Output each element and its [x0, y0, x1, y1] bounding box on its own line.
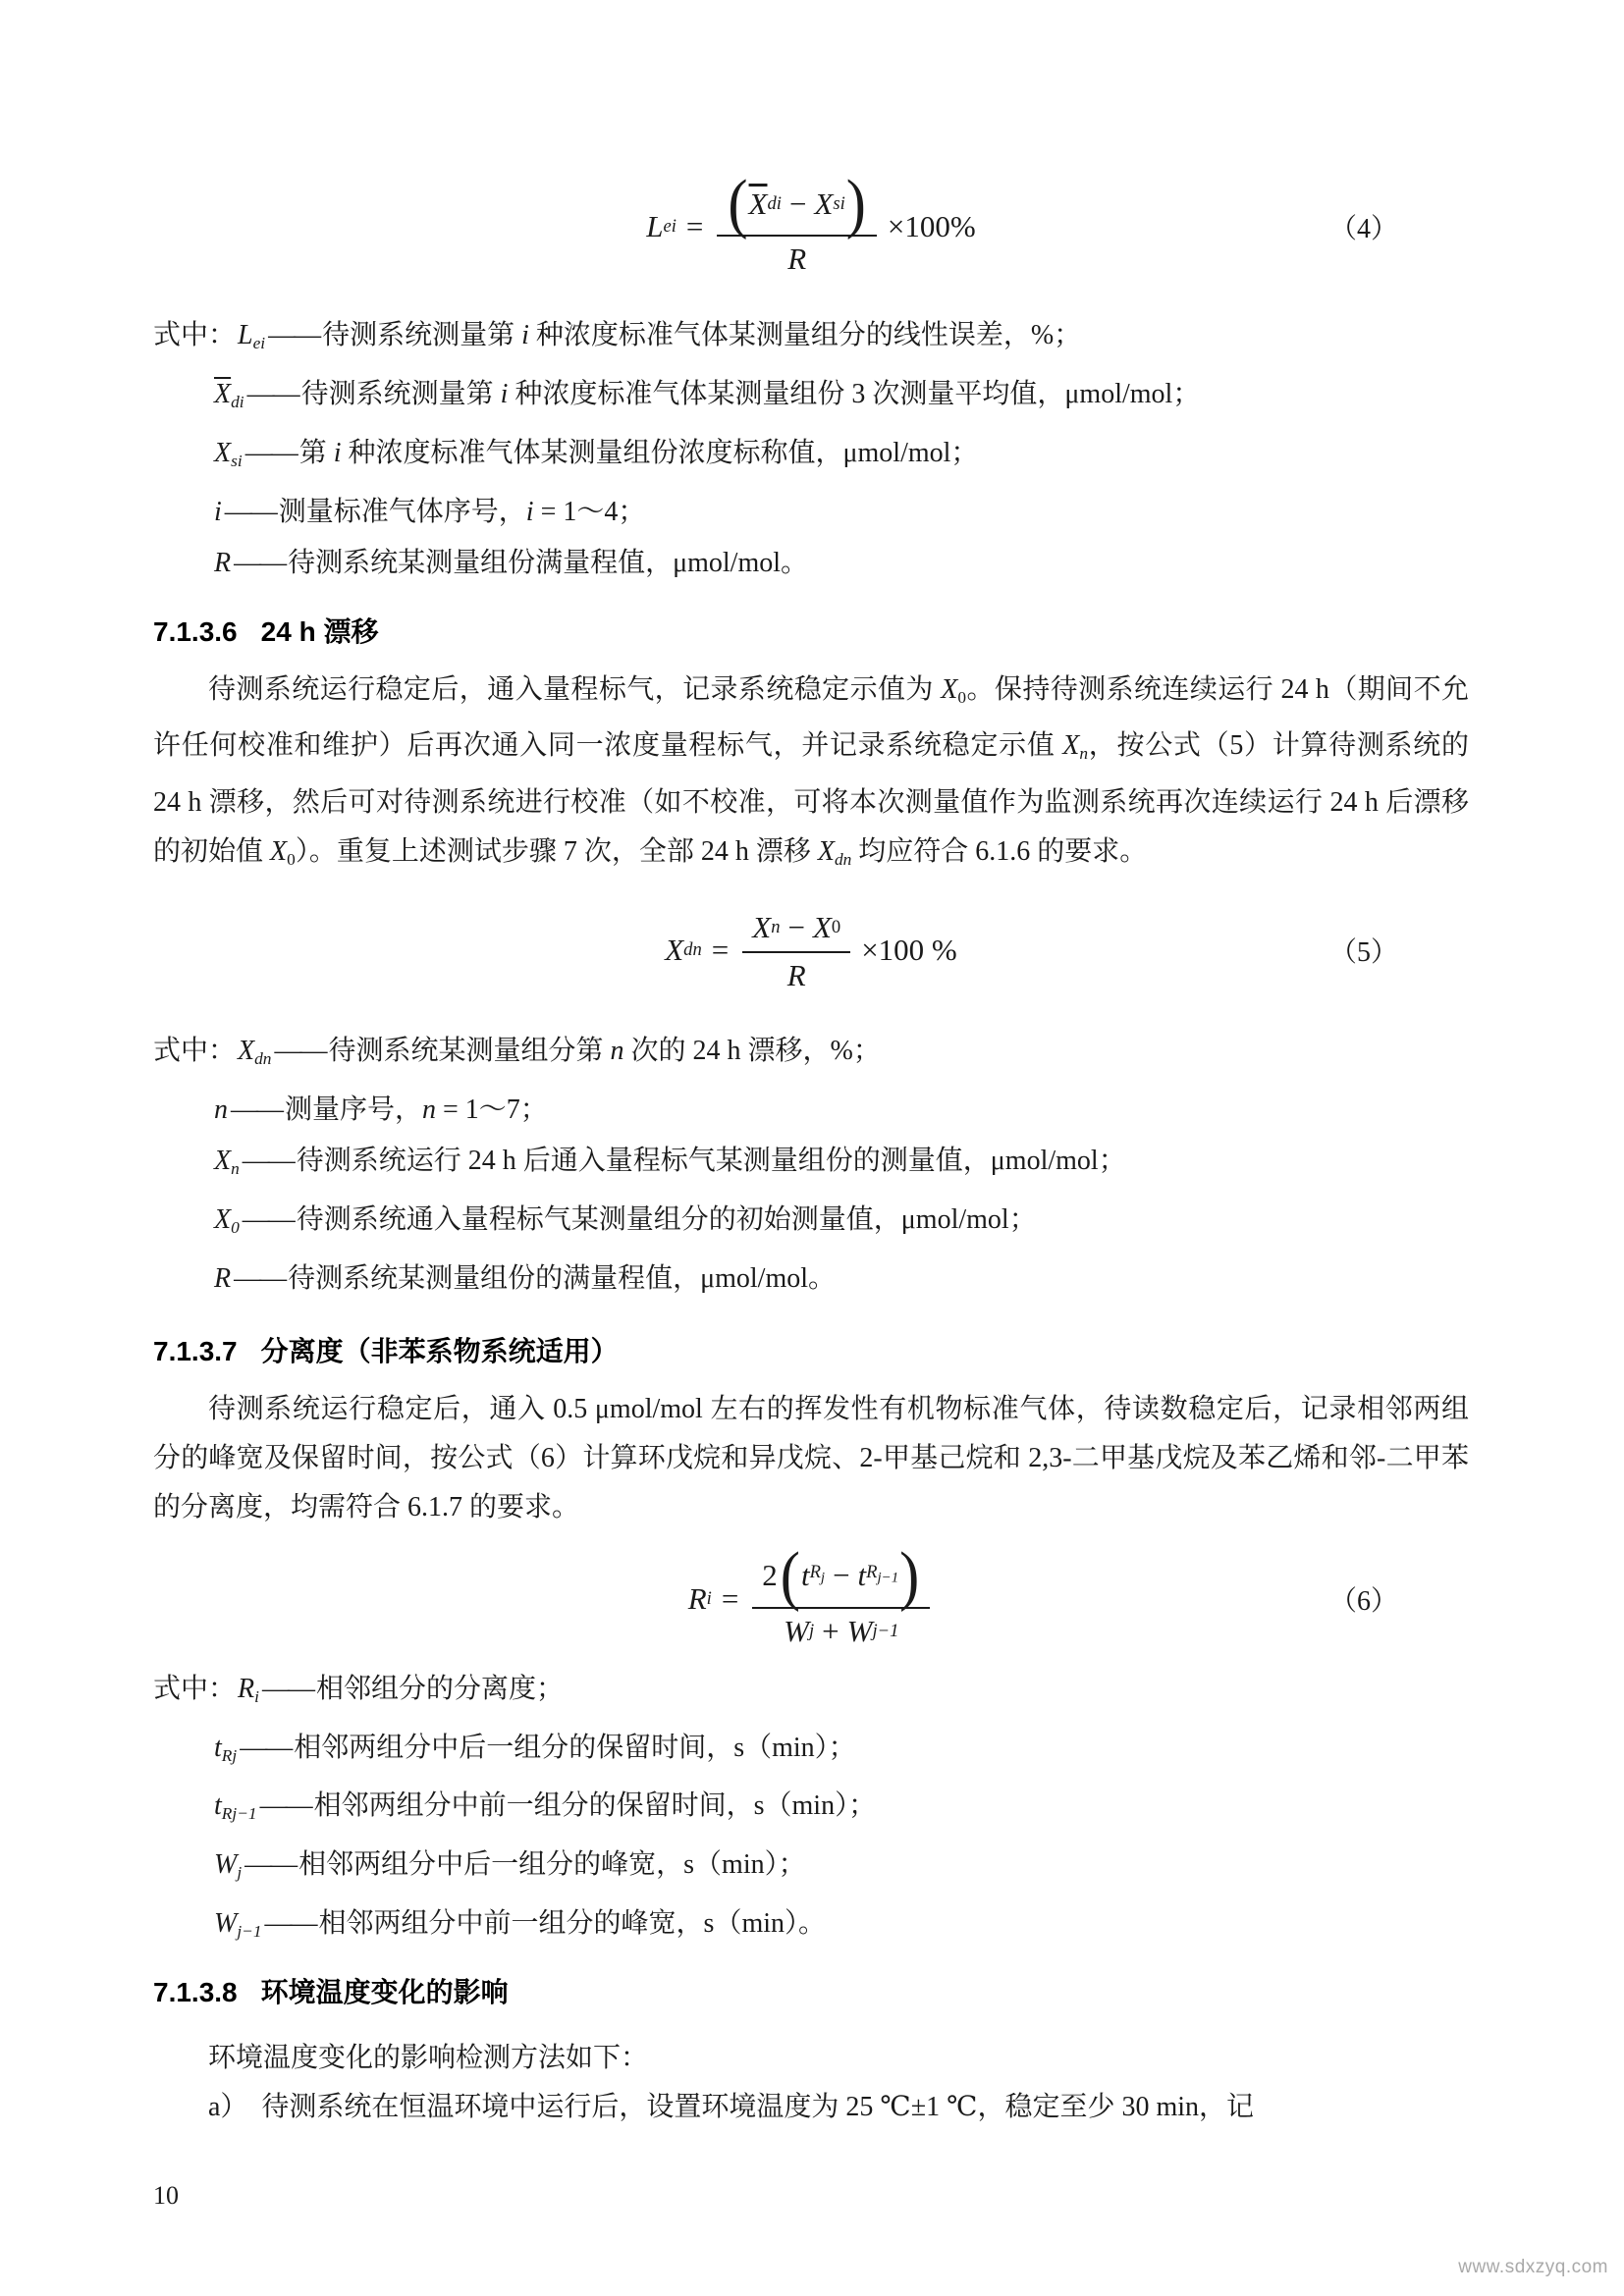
section-title: 环境温度变化的影响	[260, 1977, 509, 2008]
symbol-description: 相邻组分的分离度；	[315, 1673, 564, 1704]
symbol: Xdn	[238, 1036, 272, 1069]
section-title: 分离度（非苯系物系统适用）	[260, 1335, 619, 1366]
symbol: tRj−1	[214, 1790, 257, 1824]
symbol: Xsi	[214, 437, 243, 470]
symbol: Lei	[238, 320, 266, 352]
where-item	[153, 1898, 1469, 1957]
paragraph-separation: 待测系统运行稳定后，通入 0.5 μmol/mol 左右的挥发性有机物标准气体，待读数稳定后，记录相邻两组分的峰宽及保留时间，按公式（6）计算环戊烷和异戊烷、2-甲基己烷和 2,3-二甲基戊烷及苯乙烯和邻-二甲苯的分离度，均需符合 6.1.7 的要求。	[153, 1393, 1469, 1522]
symbol-description: 相邻两组分中前一组分的峰宽，s（min）。	[318, 1908, 827, 1940]
symbol: R	[214, 1262, 232, 1294]
symbol-description: 待测系统某测量组份的满量程值，μmol/mol。	[288, 1262, 837, 1294]
section-number: 7.1.3.6	[153, 615, 238, 647]
dash: ——	[264, 1908, 316, 1940]
where-prefix: 式中：	[153, 320, 237, 350]
dash: ——	[240, 1732, 292, 1763]
symbol-description: 待测系统某测量组份满量程值，μmol/mol。	[288, 547, 809, 578]
where-list-formula-6	[153, 1664, 1469, 1957]
symbol-description: 待测系统某测量组分第 n 次的 24 h 漂移，%；	[328, 1036, 881, 1067]
symbol: Wj	[214, 1849, 243, 1883]
where-prefix: 式中：	[153, 1673, 237, 1704]
formula-4-expression: L ei = ( $\overline{X}$ di − X si ) R ×100%	[646, 166, 976, 277]
where-item	[153, 1664, 1469, 1723]
where-item	[153, 1781, 1469, 1840]
dash: ——	[261, 1673, 313, 1704]
where-item	[153, 1723, 1469, 1782]
where-item	[153, 369, 1469, 428]
symbol: Xn	[214, 1146, 240, 1178]
formula-5-number: （5）	[1328, 937, 1398, 969]
watermark: www.sdxzyq.com	[1458, 2257, 1608, 2277]
section-number: 7.1.3.7	[153, 1335, 238, 1366]
formula-5	[153, 892, 1469, 1008]
symbol-description: 待测系统通入量程标气某测量组分的初始测量值，μmol/mol；	[296, 1203, 1037, 1235]
formula-4-lhs: L	[646, 209, 664, 243]
section-heading-7-1-3-8	[153, 1975, 1469, 2010]
where-list-formula-5	[153, 1026, 1469, 1305]
where-list-formula-4	[153, 310, 1469, 589]
where-item	[153, 1026, 1469, 1085]
where-prefix: 式中：	[153, 1036, 237, 1067]
dash: ——	[224, 496, 276, 527]
symbol: R	[214, 547, 232, 578]
symbol-description: 待测系统测量第 i 种浓度标准气体某测量组分的线性误差，%；	[322, 320, 1082, 350]
symbol-description: 测量标准气体序号，i = 1～4；	[278, 496, 646, 527]
symbol-description: 测量序号，n = 1～7；	[285, 1095, 548, 1126]
dash: ——	[246, 378, 298, 409]
paragraph-24h-drift: 待测系统运行稳定后，通入量程标气，记录系统稳定示值为 $X_0$。保持待测系统连续运行 24 h（期间不允许任何校准和维护）后再次通入同一浓度量程标气，并记录系统稳定示值 Xn，按公式（5）计算待测系统的 24 h 漂移，然后可对待测系统进行校准（如不校准，可将本次测量值作为监测系统再次连续运行 24 h 后漂移的初始值 $X_0$）。重复上述测试步骤 7 次，全部 24 h 漂移 Xdn 均应符合 6.1.6 的要求。	[153, 673, 1476, 870]
formula-6-expression: R i = 2 ( t $R_j$ − t $R_{j-1}$ ) W j + W j−1	[688, 1549, 935, 1649]
symbol: i	[214, 496, 222, 527]
section-heading-7-1-3-7	[153, 1334, 1469, 1369]
dash: ——	[231, 1095, 282, 1126]
where-item	[153, 310, 1469, 369]
where-item	[153, 1195, 1469, 1254]
formula-6-number: （6）	[1328, 1585, 1398, 1617]
where-item	[153, 538, 1469, 589]
dash: ——	[259, 1790, 311, 1822]
dash: ——	[268, 320, 320, 350]
dash: ——	[244, 1849, 297, 1881]
formula-4-number: （4）	[1328, 214, 1398, 244]
section-title: 24 h 漂移	[260, 615, 379, 647]
symbol-description: 待测系统测量第 i 种浓度标准气体某测量组份 3 次测量平均值，μmol/mol；	[300, 378, 1201, 409]
symbol-description: 待测系统运行 24 h 后通入量程标气某测量组份的测量值，μmol/mol；	[296, 1146, 1126, 1177]
dash: ——	[234, 547, 286, 578]
where-item	[153, 1840, 1469, 1898]
where-item	[153, 1085, 1469, 1136]
symbol-description: 相邻两组分中前一组分的保留时间，s（min）；	[313, 1790, 877, 1822]
where-item	[153, 487, 1469, 538]
symbol-description: 相邻两组分中后一组分的保留时间，s（min）；	[294, 1732, 856, 1763]
dash: ——	[274, 1036, 326, 1067]
where-item	[153, 428, 1469, 487]
page-number: 10	[153, 2181, 179, 2211]
symbol: n	[214, 1095, 228, 1126]
where-item	[153, 1136, 1469, 1195]
symbol-description: 第 i 种浓度标准气体某测量组份浓度标称值，μmol/mol；	[298, 437, 979, 468]
paragraph-item-a: a） 待测系统在恒温环境中运行后，设置环境温度为 25 ℃±1 ℃，稳定至少 30 min，记	[208, 2092, 1255, 2123]
section-heading-7-1-3-6	[153, 614, 1469, 650]
symbol: Ri	[238, 1673, 259, 1706]
symbol-description: 相邻两组分中后一组分的峰宽，s（min）；	[298, 1849, 806, 1881]
dash: ——	[244, 437, 297, 468]
where-item	[153, 1254, 1469, 1305]
formula-4	[153, 166, 1469, 285]
formula-6	[153, 1538, 1469, 1660]
dash: ——	[242, 1203, 294, 1235]
symbol: Wj−1	[214, 1908, 262, 1942]
dash: ——	[242, 1146, 294, 1177]
formula-5-expression: X dn = X n − X 0 R ×100 %	[665, 909, 957, 992]
dash: ——	[234, 1262, 286, 1294]
symbol: tRj	[214, 1732, 238, 1765]
section-number: 7.1.3.8	[153, 1977, 238, 2008]
symbol: $X_0$	[214, 1203, 240, 1237]
paragraph-temperature-intro: 环境温度变化的影响检测方法如下：	[208, 2043, 649, 2074]
symbol: $\overline{X}di$	[214, 378, 244, 411]
